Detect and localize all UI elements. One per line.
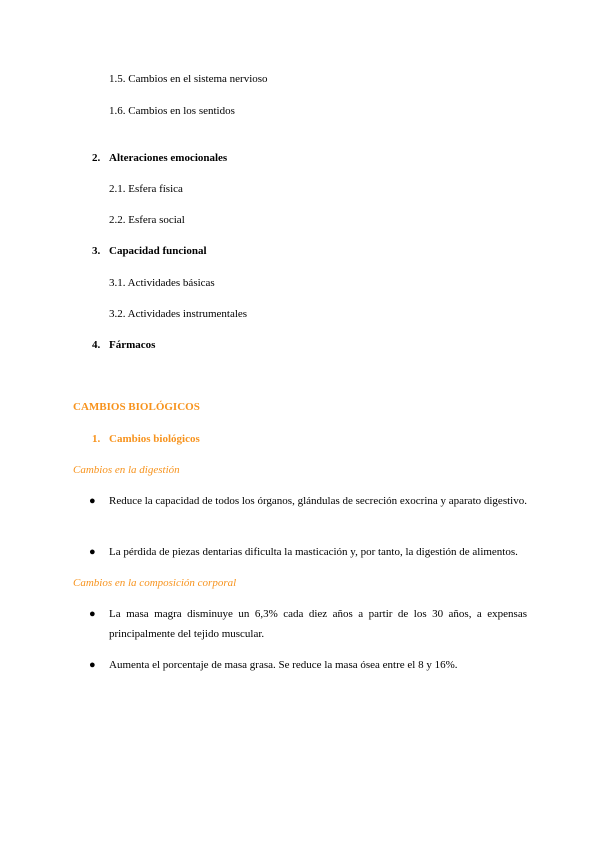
body-composition-bullet-2: Aumenta el porcentaje de masa grasa. Se reduce la masa ósea entre el 8 y 16%. (109, 659, 458, 671)
bullet-icon: ● (89, 546, 96, 558)
section-item-1-number: 1. (92, 433, 101, 445)
bullet-icon: ● (89, 495, 96, 507)
digestion-heading: Cambios en la digestión (73, 464, 180, 476)
toc-subitem-2-1: 2.1. Esfera física (109, 183, 183, 195)
toc-item-4-heading: Fármacos (109, 339, 156, 351)
toc-subitem-2-2: 2.2. Esfera social (109, 214, 185, 226)
toc-subitem-3-1: 3.1. Actividades básicas (109, 277, 215, 289)
toc-subitem-3-2: 3.2. Actividades instrumentales (109, 308, 248, 320)
toc-item-2-number: 2. (92, 152, 101, 164)
bullet-icon: ● (89, 659, 96, 671)
body-composition-heading: Cambios en la composición corporal (73, 577, 237, 589)
body-composition-bullet-1: La masa magra disminuye un 6,3% cada diez años a partir de los 30 años, a expensas principalmente del tejido muscular. (109, 608, 527, 640)
digestion-bullet-2: La pérdida de piezas dentarias dificulta la masticación y, por tanto, la digestión de alimentos. (109, 546, 518, 558)
toc-item-3-number: 3. (92, 245, 101, 257)
digestion-bullet-1: Reduce la capacidad de todos los órganos, glándulas de secreción exocrina y aparato digestivo. (109, 495, 527, 507)
toc-item-3-heading: Capacidad funcional (109, 245, 207, 257)
toc-subitem-1-5: 1.5. Cambios en el sistema nervioso (109, 73, 268, 85)
section-item-1-heading: Cambios biológicos (109, 433, 200, 445)
toc-item-4-number: 4. (92, 339, 101, 351)
toc-item-2-heading: Alteraciones emocionales (109, 152, 228, 164)
toc-subitem-1-6: 1.6. Cambios en los sentidos (109, 105, 235, 117)
bullet-icon: ● (89, 608, 96, 620)
section-title: CAMBIOS BIOLÓGICOS (73, 401, 200, 413)
